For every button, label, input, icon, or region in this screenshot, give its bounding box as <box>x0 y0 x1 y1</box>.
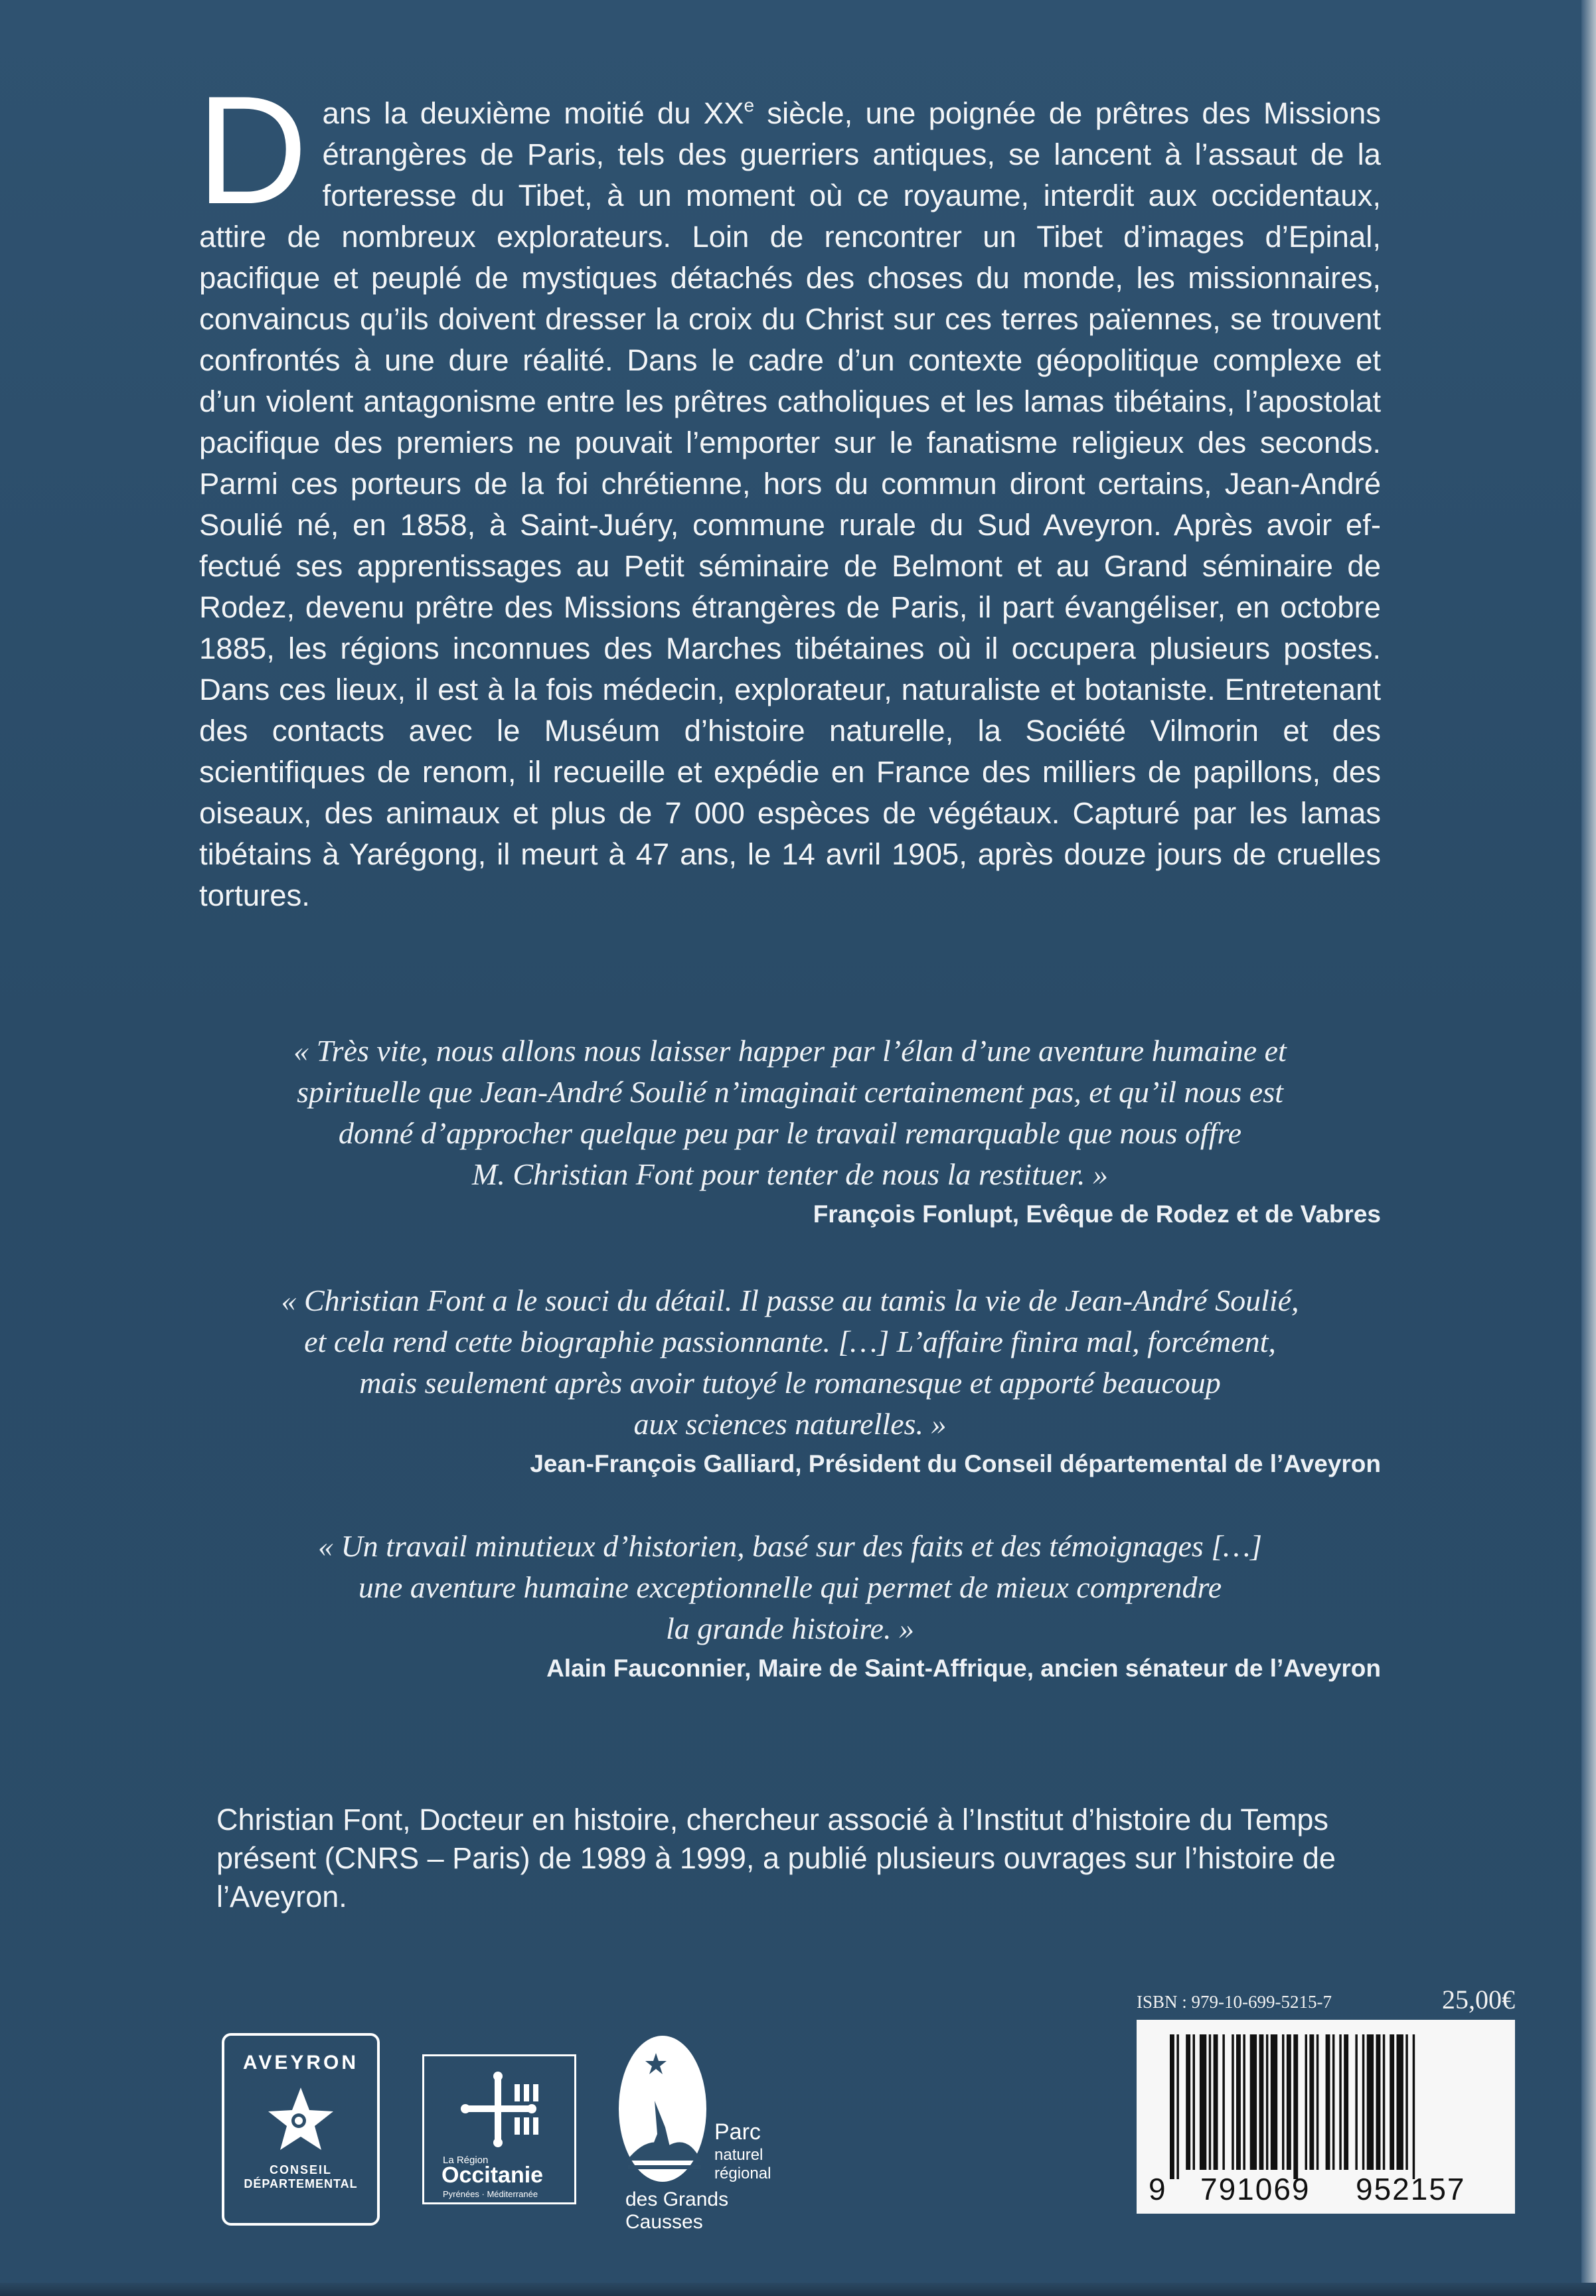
aveyron-logo-title: AVEYRON <box>242 2052 359 2074</box>
barcode-right-digits: 952157 <box>1356 2172 1466 2206</box>
barcode-bar <box>1176 2034 1179 2179</box>
barcode-bar <box>1193 2034 1196 2170</box>
barcode-bar <box>1209 2034 1212 2170</box>
occitanie-logo <box>422 2054 576 2204</box>
barcode-bar <box>1355 2034 1358 2170</box>
quote-author: Alain Fauconnier, Maire de Saint-Affrique, ancien sénateur de l’Aveyron <box>546 1655 1381 1682</box>
review-quote <box>199 1030 1381 1232</box>
barcode-bar <box>1344 2034 1348 2170</box>
century-superscript: e <box>744 95 755 116</box>
barcode-bar <box>1367 2034 1374 2170</box>
barcode-bar <box>1376 2034 1381 2170</box>
review-quote <box>199 1280 1381 1482</box>
aveyron-logo <box>222 2033 380 2226</box>
synopsis-paragraph <box>197 64 1381 916</box>
barcode-bar <box>1186 2034 1190 2170</box>
price-label: 25,00€ <box>1442 1985 1515 2014</box>
cover-bottom-edge <box>0 2283 1596 2296</box>
isbn-price-line <box>1137 1984 1515 2016</box>
occitan-cross-icon <box>451 2071 550 2151</box>
barcode-bar <box>1397 2034 1403 2170</box>
barcode-bar <box>1362 2034 1365 2170</box>
barcode-bar <box>1170 2034 1174 2179</box>
aveyron-logo-line1: CONSEIL <box>269 2163 332 2176</box>
barcode-bar <box>1243 2034 1245 2170</box>
occitanie-logo-name: Occitanie <box>441 2163 544 2188</box>
review-quote <box>199 1526 1381 1686</box>
barcode-left-digits: 791069 <box>1200 2172 1311 2206</box>
barcode-bar <box>1405 2034 1408 2170</box>
barcode <box>1137 2020 1515 2214</box>
occitanie-logo-small1: La Région <box>443 2155 489 2166</box>
author-bio: Christian Font, Docteur en histoire, chercheur associé à l’Institut d’histoire du Temps présent (CNRS – Paris) de 1989 à 1999, a publié plusieurs ouvrages sur l’histoire de l’Aveyron. <box>216 1803 1336 1914</box>
barcode-bar <box>1250 2034 1257 2170</box>
barcode-bar <box>1309 2034 1314 2170</box>
parc-logo-line3: régional <box>714 2165 771 2182</box>
barcode-bar <box>1200 2034 1206 2170</box>
quote-text: « Christian Font a le souci du détail. Il passe au tamis la vie de Jean-André Soulié, et cela rend cette biographie passionnante. […] L’affaire finira mal, forcément, mais seulement après avoir tutoyé le romanesque et apporté beaucoup aux sciences naturelles. » <box>281 1283 1299 1441</box>
barcode-bar <box>1305 2034 1308 2170</box>
barcode-bar <box>1287 2034 1291 2170</box>
parc-logo <box>615 2034 787 2233</box>
quote-author: Jean-François Galliard, Président du Conseil départemental de l’Aveyron <box>530 1450 1381 1477</box>
quote-text: « Très vite, nous allons nous laisser happer par l’élan d’une aventure humaine et spirituelle que Jean-André Soulié n’imaginait certainement pas, et qu’il nous est donné d’approcher quelque peu par le travail remarquable que nous offre M. Christian Font pour tenter de nous la restituer. » <box>293 1034 1287 1191</box>
star-icon <box>264 2084 337 2157</box>
quote-author: François Fonlupt, Evêque de Rodez et de Vabres <box>813 1200 1381 1228</box>
barcode-bars <box>1137 2020 1515 2179</box>
parc-logo-line4: des Grands Causses <box>625 2188 729 2233</box>
cover-edge <box>1581 0 1596 2296</box>
barcode-bar <box>1282 2034 1285 2170</box>
barcode-first-digit: 9 <box>1149 2172 1166 2206</box>
barcode-bar <box>1317 2034 1319 2170</box>
barcode-bar <box>1413 2034 1415 2179</box>
aveyron-logo-line2: DÉPARTEMENTAL <box>244 2177 358 2190</box>
occitanie-logo-small2: Pyrénées · Méditerranée <box>443 2189 538 2199</box>
barcode-digits <box>1137 2171 1515 2208</box>
barcode-bar <box>1339 2034 1342 2170</box>
barcode-bar <box>1383 2034 1386 2170</box>
barcode-bar <box>1222 2034 1225 2170</box>
barcode-bar <box>1332 2034 1335 2170</box>
parc-emblem-icon <box>615 2034 714 2194</box>
barcode-bar <box>1390 2034 1394 2170</box>
barcode-bar <box>1293 2034 1298 2179</box>
barcode-bar <box>1326 2034 1330 2170</box>
isbn-label: ISBN : 979-10-699-5215-7 <box>1137 1992 1332 2012</box>
barcode-bar <box>1214 2034 1218 2170</box>
synopsis-intro: ans la deuxième moitié du XX <box>322 96 744 130</box>
drop-cap: D <box>197 64 308 236</box>
parc-logo-line2: naturel <box>714 2146 763 2164</box>
synopsis-text: siècle, une poignée de prêtres des Missions étrangères de Paris, tels des guerriers antiques, se lancent à l’assaut de la forteresse du Tibet, à un moment où ce royaume, interdit aux occidentaux, attire de nombreux explorateurs. Loin de rencontrer un Tibet d’images d’Epinal, pacifique et peuplé de mystiques détachés des choses du monde, les missionnaires, convaincus qu’ils doivent dresser la croix du Christ sur ces terres païennes, se trouvent confrontés à une dure réalité. Dans le cadre d’un contexte géopolitique complexe et d’un violent antagonisme entre les prêtres catholiques et les lamas tibétains, l’apostolat pacifique des premiers ne pouvait l’emporter sur le fanatisme religieux des seconds. Parmi ces porteurs de la foi chrétienne, hors du commun diront certains, Jean-André Soulié né, en 1858, à Saint-Juéry, commune rurale du Sud Aveyron. Après avoir effectué ses apprentissages au Petit séminaire de Belmont et au Grand séminaire de Rodez, devenu prêtre des Missions étrangères de Paris, il part évangéliser, en octobre 1885, les régions inconnues des Marches tibétaines où il occupera plusieurs postes. Dans ces lieux, il est à la fois médecin, explorateur, naturaliste et botaniste. Entretenant des contacts avec le Muséum d’histoire naturelle, la Société Vilmorin et des scientifiques de renom, il recueille et expédie en France des milliers de papillons, des oiseaux, des animaux et plus de 7 000 espèces de végétaux. Capturé par les lamas tibétains à Yarégong, il meurt à 47 ans, le 14 avril 1905, après douze jours de cruelles tortures. <box>199 96 1381 912</box>
barcode-bar <box>1271 2034 1277 2170</box>
barcode-bar <box>1232 2034 1234 2170</box>
parc-logo-line1: Parc <box>714 2119 761 2145</box>
barcode-bar <box>1259 2034 1264 2170</box>
quote-text: « Un travail minutieux d’historien, basé sur des faits et des témoignages […] une aventure humaine exceptionnelle qui permet de mieux comprendre la grande histoire. » <box>317 1529 1263 1645</box>
barcode-bar <box>1266 2034 1269 2170</box>
barcode-bar <box>1236 2034 1241 2170</box>
